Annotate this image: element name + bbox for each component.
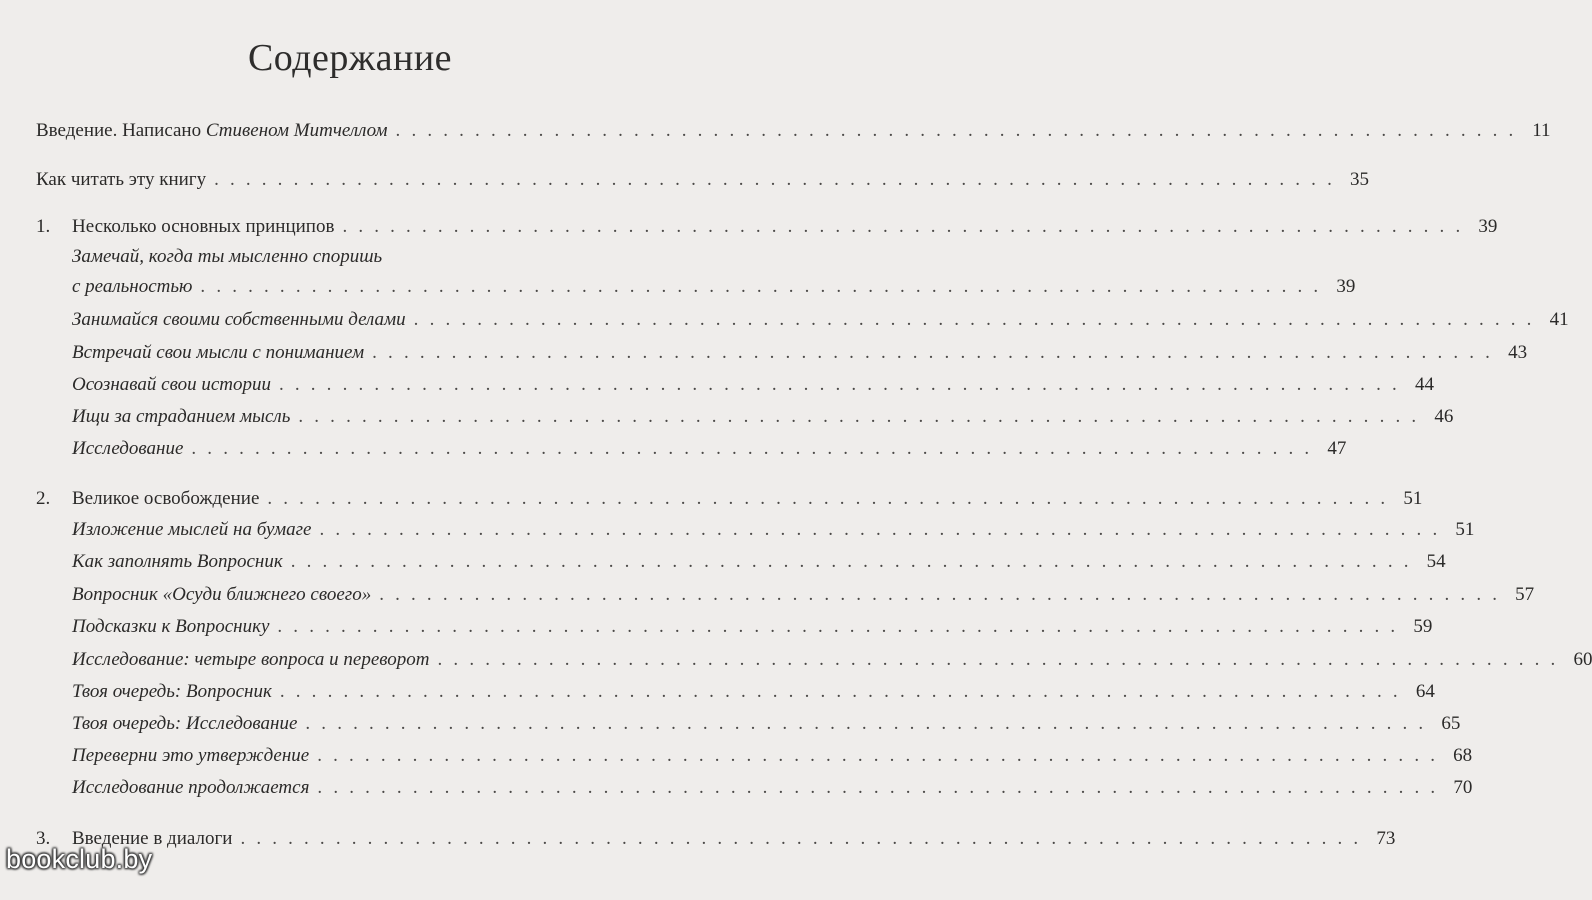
chapter-number: 1. xyxy=(36,216,51,237)
dot-leader: . . . . . . . . . . . . . . . . . . . . . . . . . . . . . . . . . . . . . . . . . . . . . . . . . . . . . . . . . . . . . . . . . . . . . . . xyxy=(277,616,1399,637)
page-number: 64 xyxy=(1415,681,1435,702)
toc-entry-text: Твоя очередь: Вопросник xyxy=(72,681,272,702)
page-number: 47 xyxy=(1327,438,1347,459)
page-number: 54 xyxy=(1426,551,1446,572)
toc-subentry[interactable] xyxy=(72,406,1454,428)
dot-leader: . . . . . . . . . . . . . . . . . . . . . . . . . . . . . . . . . . . . . . . . . . . . . . . . . . . . . . . . . . . . . . . . . . . . . . . xyxy=(437,649,1559,670)
page-number: 65 xyxy=(1441,713,1461,734)
dot-leader: . . . . . . . . . . . . . . . . . . . . . . . . . . . . . . . . . . . . . . . . . . . . . . . . . . . . . . . . . . . . . . . . . . . . . . . xyxy=(317,777,1439,798)
chapter-number: 2. xyxy=(36,488,51,509)
page-number: 46 xyxy=(1434,406,1454,427)
chapter-title: Несколько основных принципов xyxy=(72,216,335,237)
dot-leader: . . . . . . . . . . . . . . . . . . . . . . . . . . . . . . . . . . . . . . . . . . . . . . . . . . . . . . . . . . . . . . . . . . . . . . . xyxy=(413,309,1535,330)
page-number: 44 xyxy=(1414,374,1434,395)
watermark-text: bookclub.by xyxy=(6,844,153,874)
dot-leader: . . . . . . . . . . . . . . . . . . . . . . . . . . . . . . . . . . . . . . . . . . . . . . . . . . . . . . . . . . . . . . . . . . . . . . . xyxy=(317,745,1439,766)
toc-entry-text: Как заполнять Вопросник xyxy=(72,551,283,572)
page-number: 43 xyxy=(1508,342,1528,363)
chapter-number: 3. xyxy=(36,828,51,849)
page-number: 51 xyxy=(1455,519,1475,540)
page-number: 60 xyxy=(1573,649,1592,670)
toc-subentry[interactable] xyxy=(72,777,1473,799)
page-number: 57 xyxy=(1515,584,1535,605)
dot-leader: . . . . . . . . . . . . . . . . . . . . . . . . . . . . . . . . . . . . . . . . . . . . . . . . . . . . . . . . . . . . . . . . . . . . . . . xyxy=(305,713,1427,734)
toc-entry-text: Исследование xyxy=(72,438,184,459)
toc-subentry[interactable] xyxy=(72,616,1433,638)
toc-subentry[interactable] xyxy=(72,713,1461,735)
toc-entry-text: Вопросник «Осуди ближнего своего» xyxy=(72,584,372,605)
toc-entry-text: Твоя очередь: Исследование xyxy=(72,713,298,734)
page-number: 73 xyxy=(1376,828,1396,849)
toc-entry-text: Исследование продолжается xyxy=(72,777,310,798)
page-number: 68 xyxy=(1453,745,1473,766)
page-number: 39 xyxy=(1478,216,1498,237)
toc-chapter-1[interactable] xyxy=(36,216,1498,238)
toc-entry-text: Как читать эту книгу xyxy=(36,169,207,190)
toc-subentry[interactable] xyxy=(72,681,1435,703)
toc-subentry[interactable] xyxy=(72,551,1446,573)
dot-leader: . . . . . . . . . . . . . . . . . . . . . . . . . . . . . . . . . . . . . . . . . . . . . . . . . . . . . . . . . . . . . . . . . . . . . . . xyxy=(191,438,1313,459)
toc-subentry[interactable] xyxy=(72,745,1473,767)
toc-entry-text: Встречай свои мысли с пониманием xyxy=(72,342,365,363)
page-number: 59 xyxy=(1413,616,1433,637)
dot-leader: . . . . . . . . . . . . . . . . . . . . . . . . . . . . . . . . . . . . . . . . . . . . . . . . . . . . . . . . . . . . . . . . . . . . . . . xyxy=(200,276,1322,297)
toc-subentry[interactable] xyxy=(72,584,1535,606)
toc-entry-text: Подсказки к Вопроснику xyxy=(72,616,270,637)
toc-entry-how-to-read[interactable] xyxy=(36,169,1370,191)
toc-subentry[interactable] xyxy=(72,309,1569,331)
toc-entry-text: Переверни это утверждение xyxy=(72,745,310,766)
toc-subentry[interactable] xyxy=(72,374,1434,396)
dot-leader: . . . . . . . . . . . . . . . . . . . . . . . . . . . . . . . . . . . . . . . . . . . . . . . . . . . . . . . . . . . . . . . . . . . . . . . xyxy=(372,342,1494,363)
page-number: 11 xyxy=(1532,120,1551,141)
dot-leader: . . . . . . . . . . . . . . . . . . . . . . . . . . . . . . . . . . . . . . . . . . . . . . . . . . . . . . . . . . . . . . . . . . . . . . . xyxy=(395,120,1517,141)
toc-entry-text: Осознавай свои истории xyxy=(72,374,271,395)
chapter-title: Введение в диалоги xyxy=(72,828,233,849)
dot-leader: . . . . . . . . . . . . . . . . . . . . . . . . . . . . . . . . . . . . . . . . . . . . . . . . . . . . . . . . . . . . . . . . . . . . . . . xyxy=(240,828,1362,849)
page-number: 41 xyxy=(1549,309,1569,330)
toc-subentry[interactable] xyxy=(72,276,1356,298)
dot-leader: . . . . . . . . . . . . . . . . . . . . . . . . . . . . . . . . . . . . . . . . . . . . . . . . . . . . . . . . . . . . . . . . . . . . . . . xyxy=(342,216,1464,237)
toc-subentry[interactable] xyxy=(72,438,1347,460)
toc-entry-text: Занимайся своими собственными делами xyxy=(72,309,406,330)
page-number: 35 xyxy=(1350,169,1370,190)
toc-subentry-line1[interactable]: Замечай, когда ты мысленно споришь xyxy=(72,246,383,267)
dot-leader: . . . . . . . . . . . . . . . . . . . . . . . . . . . . . . . . . . . . . . . . . . . . . . . . . . . . . . . . . . . . . . . . . . . . . . . xyxy=(278,374,1400,395)
page-title: Содержание xyxy=(247,37,453,79)
toc-chapter-2[interactable] xyxy=(36,488,1423,510)
toc-subentry[interactable] xyxy=(72,649,1592,671)
dot-leader: . . . . . . . . . . . . . . . . . . . . . . . . . . . . . . . . . . . . . . . . . . . . . . . . . . . . . . . . . . . . . . . . . . . . . . . xyxy=(267,488,1389,509)
toc-subentry[interactable] xyxy=(72,519,1475,541)
toc-entry-text: Изложение мыслей на бумаге xyxy=(72,519,312,540)
toc-entry-text: Введение. Написано Стивеном Митчеллом xyxy=(36,120,388,141)
dot-leader: . . . . . . . . . . . . . . . . . . . . . . . . . . . . . . . . . . . . . . . . . . . . . . . . . . . . . . . . . . . . . . . . . . . . . . . xyxy=(319,519,1441,540)
page-number: 51 xyxy=(1403,488,1423,509)
dot-leader: . . . . . . . . . . . . . . . . . . . . . . . . . . . . . . . . . . . . . . . . . . . . . . . . . . . . . . . . . . . . . . . . . . . . . . . xyxy=(379,584,1501,605)
chapter-title: Великое освобождение xyxy=(72,488,260,509)
page-number: 39 xyxy=(1336,276,1356,297)
dot-leader: . . . . . . . . . . . . . . . . . . . . . . . . . . . . . . . . . . . . . . . . . . . . . . . . . . . . . . . . . . . . . . . . . . . . . . . xyxy=(298,406,1420,427)
dot-leader: . . . . . . . . . . . . . . . . . . . . . . . . . . . . . . . . . . . . . . . . . . . . . . . . . . . . . . . . . . . . . . . . . . . . . . . xyxy=(290,551,1412,572)
toc-entry-text: с реальностью xyxy=(72,276,193,297)
toc-subentry[interactable] xyxy=(72,342,1528,364)
dot-leader: . . . . . . . . . . . . . . . . . . . . . . . . . . . . . . . . . . . . . . . . . . . . . . . . . . . . . . . . . . . . . . . . . . . . . . . xyxy=(214,169,1336,190)
dot-leader: . . . . . . . . . . . . . . . . . . . . . . . . . . . . . . . . . . . . . . . . . . . . . . . . . . . . . . . . . . . . . . . . . . . . . . . xyxy=(279,681,1401,702)
toc-entry-text: Ищи за страданием мысль xyxy=(72,406,291,427)
toc-entry-text: Исследование: четыре вопроса и переворот xyxy=(72,649,430,670)
page-number: 70 xyxy=(1453,777,1473,798)
toc-entry-intro[interactable] xyxy=(36,120,1551,142)
